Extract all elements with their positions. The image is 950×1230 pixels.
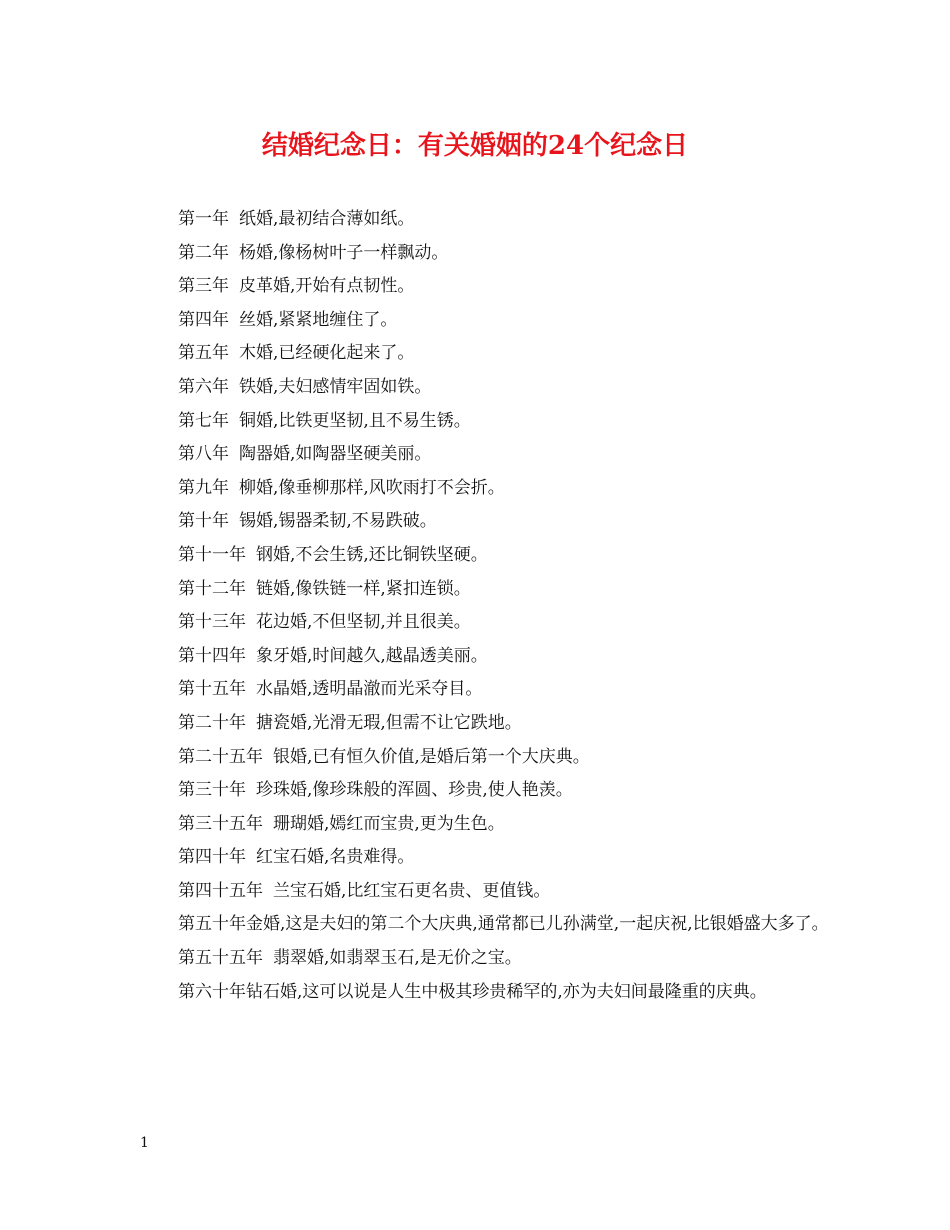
anniversary-list: [140, 203, 830, 1009]
entry-year: 第四十年: [178, 847, 246, 868]
list-item: [140, 405, 830, 439]
entry-year: 第三十年: [178, 780, 246, 801]
entry-text: 水晶婚,透明晶澈而光采夺目。: [256, 679, 483, 700]
entry-text: 皮革婚,开始有点韧性。: [239, 276, 415, 297]
entry-text: 花边婚,不但坚韧,并且很美。: [256, 612, 471, 633]
entry-text: 红宝石婚,名贵难得。: [256, 847, 415, 868]
entry-year: 第三十五年: [178, 813, 263, 834]
entry-text: 丝婚,紧紧地缠住了。: [239, 309, 398, 330]
entry-year: 第十一年: [178, 544, 246, 565]
entry-text: 木婚,已经硬化起来了。: [239, 343, 415, 364]
entry-text: 锡婚,锡器柔韧,不易跌破。: [239, 511, 437, 532]
entry-year: 第三年: [178, 276, 229, 297]
entry-text: 陶器婚,如陶器坚硬美丽。: [239, 444, 432, 465]
entry-year: 第二十年: [178, 712, 246, 733]
entry-text: 珊瑚婚,嫣红而宝贵,更为生色。: [273, 813, 505, 834]
entry-year: 第四年: [178, 309, 229, 330]
list-item: [140, 841, 830, 875]
entry-year: 第二十五年: [178, 746, 263, 767]
list-item: [140, 337, 830, 371]
list-item: [140, 908, 830, 942]
entry-text: 柳婚,像垂柳那样,风吹雨打不会折。: [239, 477, 505, 498]
list-item: [140, 673, 830, 707]
list-item: [140, 573, 830, 607]
list-item: [140, 606, 830, 640]
list-item: [140, 438, 830, 472]
entry-year: 第五十五年: [178, 948, 263, 969]
entry-year: 第五年: [178, 343, 229, 364]
list-item: [140, 304, 830, 338]
entry-year: 第九年: [178, 477, 229, 498]
list-item: [140, 774, 830, 808]
entry-text: 铁婚,夫妇感情牢固如铁。: [239, 376, 432, 397]
entry-year: 第八年: [178, 444, 229, 465]
list-item: [140, 707, 830, 741]
list-item: [140, 270, 830, 304]
entry-year: 第一年: [178, 209, 229, 229]
list-item: [140, 808, 830, 842]
entry-year: 第七年: [178, 410, 229, 431]
entry-text: 珍珠婚,像珍珠般的浑圆、珍贵,使人艳羡。: [256, 780, 573, 801]
entry-text: 象牙婚,时间越久,越晶透美丽。: [256, 645, 488, 666]
entry-year: 第六年: [178, 376, 229, 397]
list-item: [140, 976, 830, 1010]
list-item: [140, 640, 830, 674]
entry-year: 第十二年: [178, 578, 246, 599]
list-item: [140, 875, 830, 909]
list-item: [140, 203, 830, 237]
entry-text: 银婚,已有恒久价值,是婚后第一个大庆典。: [273, 746, 590, 767]
list-item: [140, 472, 830, 506]
entry-year: 第十三年: [178, 612, 246, 633]
list-item: [140, 539, 830, 573]
list-item: [140, 237, 830, 271]
entry-text: 第五十年金婚,这是夫妇的第二个大庆典,通常都已儿孙满堂,一起庆祝,比银婚盛大多了。: [178, 914, 829, 935]
entry-text: 杨婚,像杨树叶子一样飘动。: [239, 242, 449, 263]
entry-year: 第十四年: [178, 645, 246, 666]
entry-text: 链婚,像铁链一样,紧扣连锁。: [256, 578, 471, 599]
entry-text: 第六十年钻石婚,这可以说是人生中极其珍贵稀罕的,亦为夫妇间最隆重的庆典。: [178, 981, 767, 1002]
entry-year: 第二年: [178, 242, 229, 263]
list-item: [140, 505, 830, 539]
entry-year: 第十年: [178, 511, 229, 532]
page-title: 结婚纪念日：有关婚姻的24个纪念日: [261, 131, 689, 161]
entry-text: 钢婚,不会生锈,还比铜铁坚硬。: [256, 544, 488, 565]
entry-text: 纸婚,最初结合薄如纸。: [239, 209, 415, 229]
entry-year: 第十五年: [178, 679, 246, 700]
list-item: [140, 741, 830, 775]
entry-text: 铜婚,比铁更坚韧,且不易生锈。: [239, 410, 471, 431]
entry-text: 兰宝石婚,比红宝石更名贵、更值钱。: [273, 880, 551, 901]
entry-text: 翡翠婚,如翡翠玉石,是无价之宝。: [273, 948, 522, 969]
list-item: [140, 371, 830, 405]
entry-text: 搪瓷婚,光滑无瑕,但需不让它跌地。: [256, 712, 522, 733]
page-number: 1: [140, 1135, 149, 1151]
entry-year: 第四十五年: [178, 880, 263, 901]
list-item: [140, 942, 830, 976]
